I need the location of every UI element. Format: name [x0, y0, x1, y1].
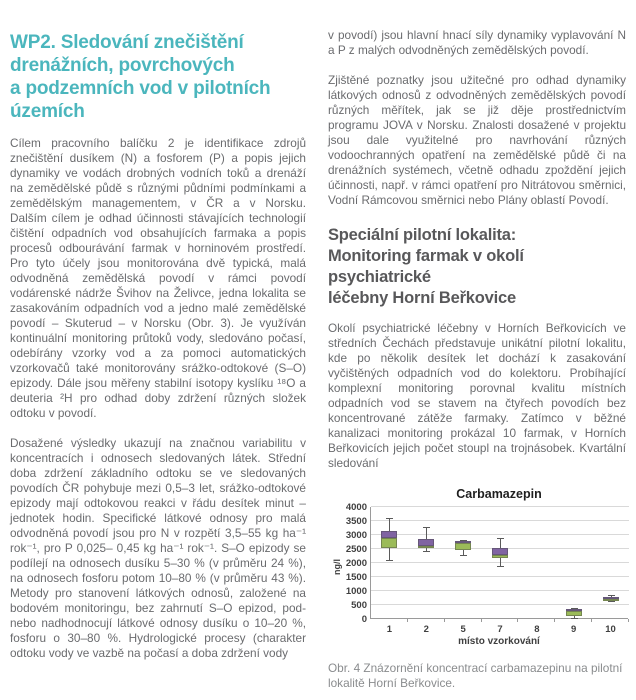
y-axis-label: ng/l: [332, 559, 342, 575]
subheading-line: Speciální pilotní lokalita:: [328, 226, 517, 244]
body-paragraph: v povodí) jsou hlavní hnací síly dynamiky vyplavování N a P z malých odvodněných zemědělských povodí.: [328, 28, 626, 57]
body-paragraph: Cílem pracovního balíčku 2 je identifikace zdrojů znečištění dusíkem (N) a fosforem (P) a popis jejich dynamiky ve vodách drobných vodních toků a drenáží na zemědělské půdě s různými půdními podmínkami a zemědělským managementem, v ČR a v Norsku. Dalším cílem je odhad účinnosti stávajících technologií čištění odpadních vod obsahujících farmaka a popis procesů odbourávání farmak v horninovém prostředí. Pro tyto účely jsou monitorována dvě typická, malá odvodněná zemědělská povodí v rámci povodí vodárenské nádrže Švihov na Želivce, jedna lokalita se zasakováním odpadních vod a jedno malé zemědělské povodí – Skuterud – v Norsku (Obr. 3). Je využíván kontinuální monitoring průtoků vody, sledováno počasí, odebírány vzorky vod a za pomoci automatických vzorkovačů také monitorovány srážko-odtokové (S–O) epizody. Dále jsou měřeny stabilní isotopy kyslíku ¹⁸O a deuteria ²H pro odhad doby zdržení různých složek odtoku v povodí.: [10, 136, 306, 420]
chart-plot: [345, 502, 628, 635]
x-tick-mark: [554, 619, 555, 622]
x-tick-mark: [591, 619, 592, 622]
whisker-cap: [386, 518, 393, 519]
x-tick-label: 2: [423, 624, 429, 635]
gridline: [371, 520, 629, 521]
x-tick-mark: [628, 619, 629, 622]
box-lower-quartile: [603, 599, 619, 601]
body-paragraph: Dosažené výsledky ukazují na značnou variabilitu v koncentracích i odnosech sledovaných látek. Střední doba zdržení základního odtoku se ve sledovaných povodích ČR pohybuje mezi 0,5–3 let, srážko-odtokové epizody mají odtokovou reakci v řádu desítek minut – jednotek hodin. Specifické látkové odnosy pro malá odvodněná povodí jsou pro N v rozpětí 3,5–55 kg ha⁻¹ rok⁻¹, pro P 0,025– 0,45 kg ha⁻¹ rok⁻¹. S–O epizody se podílejí na odnosech dusíku 5–30 % (v průměru 24 %), na odnosech fosforu potom 10–80 % (v průměru 43 %). Metody pro stanovení látkových odnosů, založené na bodovém monitoringu, bez zahrnutí S–O epizod, pod- nebo nadhodnocují látkové odnosy dusíku o 10–20 %, fosforu o 30–80 %. Hydrologické procesy (charakter odtoku vody ve vazbě na počasí a doba zdržení vody: [10, 436, 306, 660]
body-paragraph: Okolí psychiatrické léčebny v Horních Beřkovicích ve středních Čechách představuje unikátní pilotní lokalitu, kde po několik desítek let dochází k zasakování vyčištěných odpadních vod do kolektoru. Probíhající komplexní monitoring porovnal kvalitu místních odpadních vod se stavem na čtyřech povodích bez koncentrované zátěže farmaky. Zatímco v běžné kanalizaci monitoring prokázal 10 farmak, v Horních Beřkovicích jejich počet stoupl na trojnásobek. Kvartální sledování: [328, 321, 626, 470]
gridline: [371, 534, 629, 535]
box-lower-quartile: [492, 555, 508, 558]
whisker-cap: [460, 555, 467, 556]
x-axis-label: místo vzorkování: [458, 636, 540, 647]
x-tick-mark: [444, 619, 445, 622]
y-tick-label: 500: [351, 600, 367, 611]
chart-title: Carbamazepin: [456, 487, 542, 501]
gridline: [371, 590, 629, 591]
y-tick-label: 2500: [345, 544, 367, 555]
y-tick-label: 4000: [345, 502, 367, 513]
y-tick-label: 0: [361, 614, 367, 625]
subheading-line: Monitoring farmak v okolí psychiatrické: [328, 247, 524, 286]
body-paragraph: Zjištěné poznatky jsou užitečné pro odhad dynamiky látkových odnosů z odvodněných zemědělských povodí různých měřítek, jak se již děje prostřednictvím programu JOVA v Norsku. Znalosti dosažené v projektu jsou dale využitelné pro navrhování různých vodoochranných opatření na zemědělské půdě či na drenážních systémech, včetně odhadu zpoždění jejich účinnosti, např. v rámci opatření pro Nitrátovou směrnici, Vodní Rámcovou směrnici nebo Plány oblastí Povodí.: [328, 73, 626, 207]
heading-line: a podzemních vod v pilotních: [10, 78, 271, 99]
subheading-line: léčebny Horní Beřkovice: [328, 289, 516, 307]
x-tick-label: 7: [497, 624, 503, 635]
carbamazepin-boxplot-chart: [330, 487, 630, 647]
right-column: [328, 28, 626, 700]
whisker-cap: [571, 618, 578, 619]
whisker-cap: [497, 566, 504, 567]
gridline: [371, 576, 629, 577]
y-tick-label: 3500: [345, 516, 367, 527]
whisker-cap: [608, 601, 615, 602]
x-tick-label: 10: [605, 624, 616, 635]
heading-line: územích: [10, 101, 85, 122]
left-column: [10, 28, 306, 700]
heading-line: WP2. Sledování znečištění: [10, 32, 244, 53]
x-tick-mark: [517, 619, 518, 622]
y-tick-label: 3000: [345, 530, 367, 541]
box-upper-quartile: [492, 548, 508, 555]
whisker-cap: [423, 551, 430, 552]
whisker-cap: [386, 560, 393, 561]
x-tick-label: 8: [534, 624, 540, 635]
subsection-heading: [328, 225, 626, 309]
x-tick-label: 9: [571, 624, 577, 635]
y-tick-label: 2000: [345, 558, 367, 569]
x-tick-mark: [481, 619, 482, 622]
whisker-cap: [423, 527, 430, 528]
whisker-cap: [497, 538, 504, 539]
box-lower-quartile: [381, 538, 397, 547]
x-tick-label: 5: [460, 624, 466, 635]
gridline: [371, 604, 629, 605]
box-lower-quartile: [566, 611, 582, 617]
x-tick-label: 1: [386, 624, 393, 635]
y-tick-label: 1000: [345, 586, 367, 597]
y-tick-label: 1500: [345, 572, 367, 583]
box-lower-quartile: [455, 543, 471, 549]
figure-caption: Obr. 4 Znázornění koncentrací carbamazepinu na pilotní lokalitě Horní Beřkovice.: [328, 661, 623, 690]
box-lower-quartile: [418, 546, 434, 549]
gridline: [371, 506, 629, 507]
box-upper-quartile: [381, 531, 397, 539]
section-heading: [10, 31, 306, 123]
x-tick-mark: [407, 619, 408, 622]
heading-line: drenážních, povrchových: [10, 55, 235, 76]
